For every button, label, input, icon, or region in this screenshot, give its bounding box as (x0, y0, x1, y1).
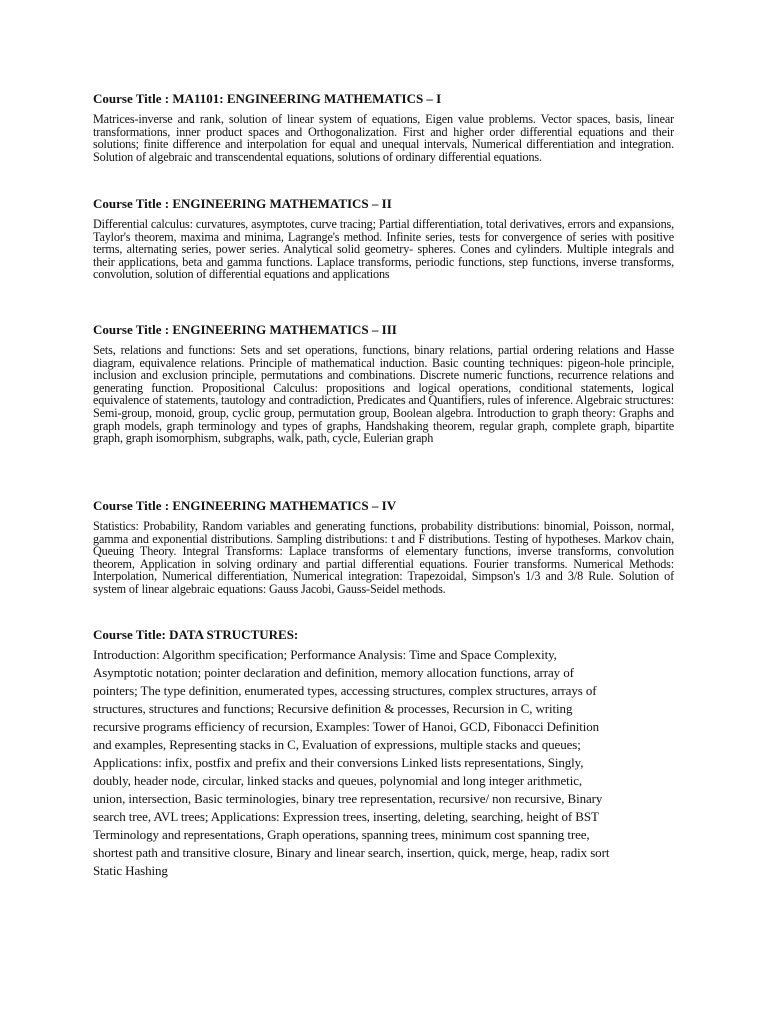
course-description: Sets, relations and functions: Sets and set operations, functions, binary relations, partial ordering relations and Hasse diagram, equivalence relations. Principle of mathematical induction. Basic counting techniques: pigeon-hole principle, inclusion and exclusion principle, permutations and combinations. Discrete numeric functions, recurrence relations and generating function. Propositional Calculus: propositions and logical operations, conditional statements, logical equivalence of statements, tautology and contradiction, Predicates and Quantifiers, rules of inference. Algebraic structures: Semi-group, monoid, group, cyclic group, permutation group, Boolean algebra. Introduction to graph theory: Graphs and graph models, graph terminology and types of graphs, Handshaking theorem, regular graph, complete graph, bipartite graph, graph isomorphism, subgraphs, walk, path, cycle, Eulerian graph (93, 343, 674, 446)
description-line: doubly, header node, circular, linked stacks and queues, polynomial and long integer arithmetic, (93, 773, 583, 788)
course-description (93, 646, 674, 880)
description-line: search tree, AVL trees; Applications: Expression trees, inserting, deleting, searching, height of BST (93, 809, 599, 824)
course-description: Matrices-inverse and rank, solution of linear system of equations, Eigen value problems. Vector spaces, basis, linear transformations, inner product spaces and Orthogonalization. First and higher order differential equations and their solutions; finite difference and interpolation for equal and unequal intervals, Numerical differentiation and integration. Solution of algebraic and transcendental equations, solutions of ordinary differential equations. (93, 112, 674, 164)
description-line: Asymptotic notation; pointer declaration and definition, memory allocation functions, array of (93, 665, 574, 680)
course-title: Course Title : ENGINEERING MATHEMATICS – IV (93, 498, 397, 513)
course-title: Course Title : ENGINEERING MATHEMATICS – III (93, 322, 397, 337)
description-line: shortest path and transitive closure, Binary and linear search, insertion, quick, merge, heap, radix sort (93, 845, 610, 860)
course-description: Differential calculus: curvatures, asymptotes, curve tracing; Partial differentiation, total derivatives, errors and expansions, Taylor's theorem, maxima and minima, Lagrange's method. Infinite series, tests for convergence of series with positive terms, alternating series, power series. Analytical solid geometry- spheres. Cones and cylinders. Multiple integrals and their applications, beta and gamma functions. Laplace transforms, periodic functions, step functions, inverse transforms, convolution, solution of differential equations and applications (93, 217, 674, 282)
course-section-math-1 (93, 91, 674, 163)
description-line: recursive programs efficiency of recursion, Examples: Tower of Hanoi, GCD, Fibonacci Definition (93, 719, 600, 734)
description-line: Applications: infix, postfix and prefix and their conversions Linked lists representations, Singly, (93, 755, 584, 770)
course-section-math-3 (93, 322, 674, 445)
description-line: structures, structures and functions; Recursive definition & processes, Recursion in C, writing (93, 701, 573, 716)
description-line: union, intersection, Basic terminologies, binary tree representation, recursive/ non recursive, Binary (93, 791, 603, 806)
course-section-data-structures (93, 627, 674, 880)
course-title: Course Title: DATA STRUCTURES: (93, 627, 299, 642)
description-line: pointers; The type definition, enumerated types, accessing structures, complex structures, arrays of (93, 683, 597, 698)
description-line: Introduction: Algorithm specification; Performance Analysis: Time and Space Complexity, (93, 647, 557, 662)
course-title: Course Title : MA1101: ENGINEERING MATHEMATICS – I (93, 91, 442, 106)
description-line: Terminology and representations, Graph operations, spanning trees, minimum cost spanning tree, (93, 827, 590, 842)
course-description: Statistics: Probability, Random variables and generating functions, probability distributions: binomial, Poisson, normal, gamma and exponential distributions. Sampling distributions: t and F distributions. Testing of hypotheses. Markov chain, Queuing Theory. Integral Transforms: Laplace transforms of elementary functions, inverse transforms, convolution theorem, Application in solving ordinary and partial differential equations. Fourier transforms. Numerical Methods: Interpolation, Numerical differentiation, Numerical integration: Trapezoidal, Simpson's 1/3 and 3/8 Rule. Solution of system of linear algebraic equations: Gauss Jacobi, Gauss-Seidel methods. (93, 519, 674, 596)
description-line: and examples, Representing stacks in C, Evaluation of expressions, multiple stacks and queues; (93, 737, 581, 752)
course-section-math-4 (93, 498, 674, 596)
description-line: Static Hashing (93, 863, 168, 878)
course-section-math-2 (93, 196, 674, 281)
course-title: Course Title : ENGINEERING MATHEMATICS – II (93, 196, 392, 211)
